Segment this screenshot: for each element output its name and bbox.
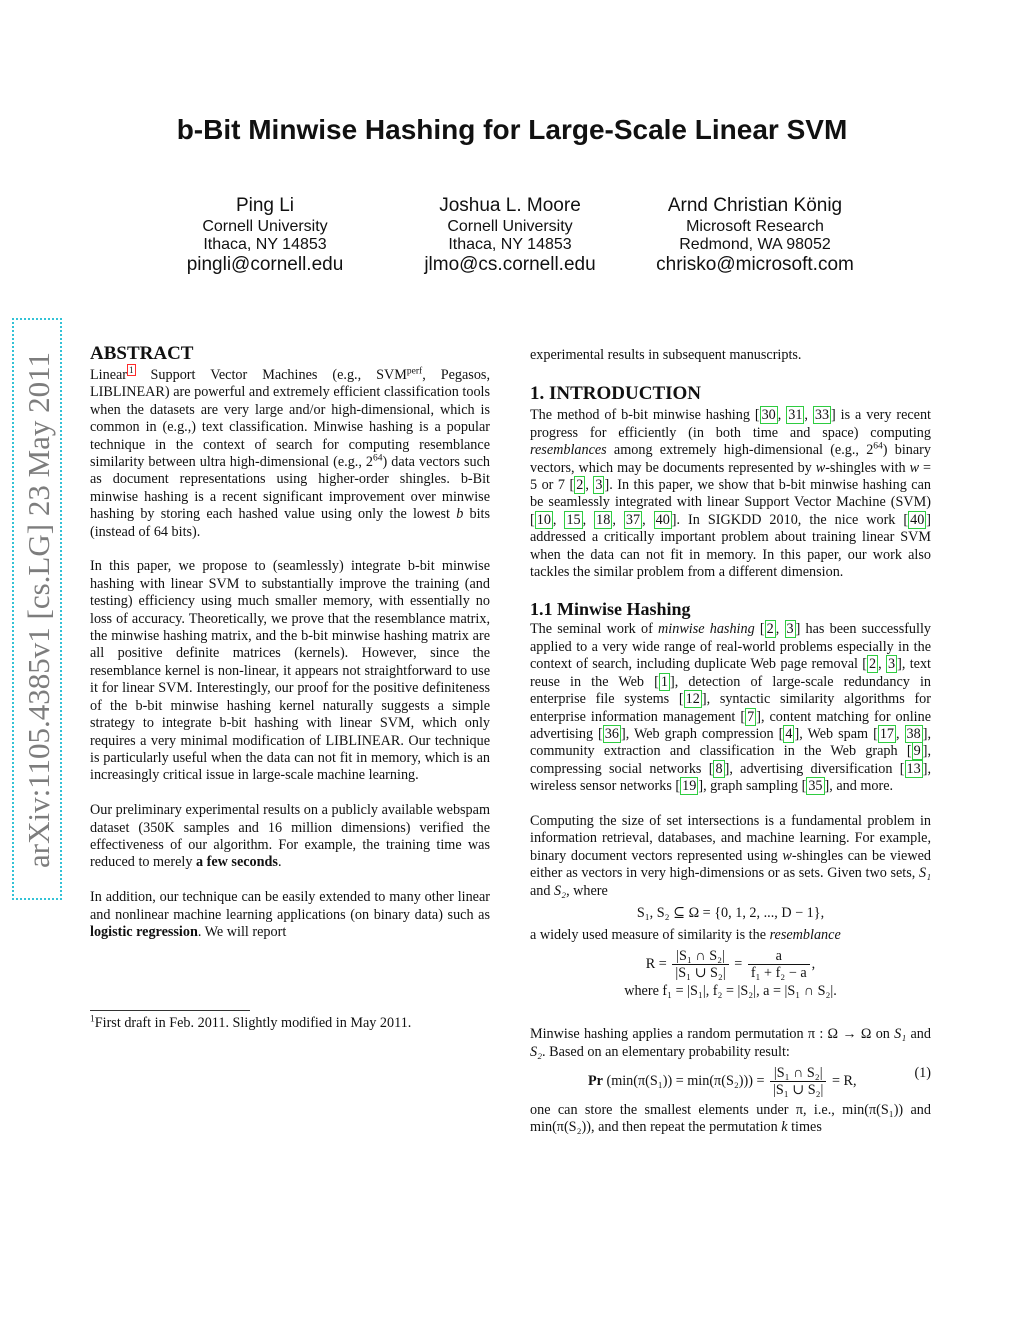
section-heading-introduction: 1. INTRODUCTION: [530, 383, 702, 405]
right-column: [530, 347, 931, 1137]
author-location: Redmond, WA 98052: [679, 236, 831, 253]
arxiv-stamp[interactable]: [12, 318, 62, 900]
subsection-heading-minwise-hashing: 1.1 Minwise Hashing: [530, 599, 691, 620]
citation-link[interactable]: 15: [566, 511, 581, 528]
author-location: Ithaca, NY 14853: [448, 236, 572, 253]
citation-link[interactable]: 3: [595, 477, 603, 494]
author-name: Ping Li: [235, 195, 295, 216]
citation-link[interactable]: 13: [906, 760, 921, 777]
permutation-paragraph: Minwise hashing applies a random permutation π : Ω → Ω on S₁ and S₂. Based on an elementary probability result:: [530, 1026, 931, 1060]
storage-paragraph: one can store the smallest elements under π, i.e., min(π(S₁)) and min(π(S₂)), and then repeat the permutation k times: [530, 1101, 931, 1136]
citation-link[interactable]: 10: [536, 511, 551, 528]
citation-link[interactable]: 3: [888, 656, 896, 673]
citation-link[interactable]: 36: [604, 725, 619, 742]
abstract-paragraph: In addition, our technique can be easily extended to many other linear and nonlinear machine learning applications (on binary data) such as logistic regression. We will report: [90, 889, 490, 940]
author-email: pingli@cornell.edu: [186, 254, 344, 275]
author-block: [640, 194, 870, 276]
author-email: chrisko@microsoft.com: [656, 254, 854, 275]
citation-link[interactable]: 7: [747, 708, 755, 725]
equation-1: Pr (min(π(S₁)) = min(π(S₂))) = $\frac{\text{|S₁ ∩ S₂|}}{\text{|S₁ ∪ S₂|}}$ = R, (1): [587, 1064, 931, 1098]
author-block: [410, 194, 610, 276]
citation-link[interactable]: 12: [685, 691, 700, 708]
footnote-text: First draft in Feb. 2011. Slightly modified in May 2011.: [94, 1015, 412, 1031]
citation-link[interactable]: 37: [625, 511, 641, 528]
author-name: Joshua L. Moore: [439, 195, 581, 216]
author-affiliation: Cornell University: [202, 218, 328, 235]
citation-link[interactable]: 40: [655, 511, 670, 528]
citation-link[interactable]: 18: [596, 511, 611, 528]
equation-resemblance: R = $\frac{\text{|S₁ ∩ S₂|}}{\text{|S₁ ∪ S₂|}}$ = $\frac{a}{\text{f₁ + f₂ − a}}$ ,: [645, 947, 816, 981]
equation-where: where f₁ = |S₁|, f₂ = |S₂|, a = |S₁ ∩ S₂|.: [624, 982, 837, 999]
footnote-rule: [90, 1010, 250, 1011]
paper-title: b-Bit Minwise Hashing for Large-Scale Linear SVM: [176, 114, 848, 145]
intro-paragraph: The method of b-bit minwise hashing [ 30 , 31 , 33 ] is a very recent progress for efficiently (in both time and space) computing resemblances among extremely high-dimensional (e.g., $2^{64}$) binary vectors, which may be documents represented by w-shingles with w = 5 or 7 [ 2 , 3 ]. In this paper, we show that b-bit minwise hashing can be seamlessly integrated with linear Support Vector Machine (SVM) [ 10 , 15 , 18 , 37 , 40 ]. In SIGKDD 2010, the nice work [ 40 ] addressed a critically important problem about training linear SVM when the data can not fit in memory. In this paper, our work also tackles the similar problem from a different dimension.: [530, 407, 932, 581]
citation-link[interactable]: 4: [785, 725, 793, 742]
footnote-link[interactable]: 1: [129, 365, 134, 376]
citation-link[interactable]: 31: [788, 407, 803, 424]
abstract-paragraph: In this paper, we propose to (seamlessly) integrate b-bit minwise hashing with linear SVM to substantially improve the training (and testing) efficiency using much smaller memory, with essentially no loss of accuracy. Theoretically, we prove that the resemblance matrix, the minwise hashing matrix, and the b-bit minwise hashing matrix are all positive definite matrices (kernels). However, since the resemblance kernel is non-linear, it appears not straightforward to use it for linear SVM. Interestingly, our proof for the positive definiteness of the b-bit minwise hashing kernel naturally suggests a simple strategy to integrate b-bit hashing with linear SVM, which only requires a very minimal modification of LIBLINEAR. Our technique is particularly useful when the data can not fit in memory, which is an increasingly critical issue in large-scale machine learning.: [90, 558, 490, 784]
citation-link[interactable]: 38: [906, 725, 921, 742]
abstract-paragraph: Linear $^1$ Support Vector Machines (e.g., $SVM^{perf}$, Pegasos, LIBLINEAR) are powerful and extremely efficient classification tools when the datasets are very large and/or high-dimensional, which is common in (e.g.,) text classification. Minwise hashing is a popular technique in the context of search for computing resemblance similarity between ultra high-dimensional (e.g., $2^{64}$) data vectors such as document representations using higher-order shingles. b-Bit minwise hashing is a recent significant improvement over minwise hashing by storing each hashed value using only the lowest b bits (instead of 64 bits).: [90, 365, 490, 540]
footnote: $^1$First draft in Feb. 2011. Slightly modified in May 2011.: [90, 1010, 490, 1032]
equation-number: (1): [914, 1064, 931, 1081]
author-affiliation: Cornell University: [447, 218, 573, 235]
citation-link[interactable]: 9: [913, 743, 921, 760]
set-intersection-paragraph: Computing the size of set intersections is a fundamental problem in information retrieval, databases, and machine learning. For example, binary document vectors represented using w-shingles can be viewed either as vectors in very high-dimensions or as sets. Given two sets, S₁ and S₂, where: [530, 812, 931, 899]
left-column: [90, 343, 490, 941]
citation-link[interactable]: 1: [660, 673, 668, 690]
citation-link[interactable]: 33: [814, 407, 830, 424]
author-block: [175, 194, 355, 276]
author-name: Arnd Christian König: [667, 195, 843, 216]
minwise-paragraph: The seminal work of minwise hashing [ 2 , 3 ] has been successfully applied to a very wide range of real-world problems especially in the context of search, including duplicate Web page removal [ 2 , 3 ], text reuse in the Web [ 1 ], detection of large-scale redundancy in enterprise file systems [ 12 ], syntactic similarity algorithms for enterprise information management [ 7 ], content matching for online advertising [ 36 ], Web graph compression [ 4 ], Web spam [ 17 , 38 ], community extraction and classification in the Web graph [ 9 ], compressing social networks [ 8 ], advertising diversification [ 13 ], wireless sensor networks [ 19 ], graph sampling [ 35 ], and more.: [530, 621, 932, 795]
resemblance-text: a widely used measure of similarity is the resemblance: [530, 927, 841, 944]
author-location: Ithaca, NY 14853: [203, 236, 327, 253]
citation-link[interactable]: 35: [808, 778, 823, 795]
citation-link[interactable]: 8: [715, 760, 723, 777]
citation-link[interactable]: 17: [879, 725, 894, 742]
citation-link[interactable]: 2: [766, 621, 774, 638]
citation-link[interactable]: 2: [576, 477, 584, 494]
citation-link[interactable]: 3: [786, 621, 794, 638]
abstract-paragraph: Our preliminary experimental results on a publicly available webspam dataset (350K samples and 16 million dimensions) verified the effectiveness of our algorithm. For example, the training time was reduced to merely a few seconds.: [90, 802, 490, 871]
author-affiliation: Microsoft Research: [686, 218, 824, 235]
citation-link[interactable]: 19: [682, 778, 697, 795]
citation-link[interactable]: 40: [910, 511, 925, 528]
citation-link[interactable]: 30: [761, 407, 776, 424]
arxiv-id[interactable]: arXiv:1105.4385v1 [cs.LG] 23 May 2011: [21, 352, 56, 869]
equation-sets: S₁, S₂ ⊆ Ω = {0, 1, 2, ..., D − 1},: [636, 904, 825, 921]
abstract-heading: ABSTRACT: [90, 343, 194, 364]
continued-text: experimental results in subsequent manuscripts.: [530, 347, 802, 363]
author-email: jlmo@cs.cornell.edu: [424, 254, 596, 275]
citation-link[interactable]: 2: [869, 656, 877, 673]
